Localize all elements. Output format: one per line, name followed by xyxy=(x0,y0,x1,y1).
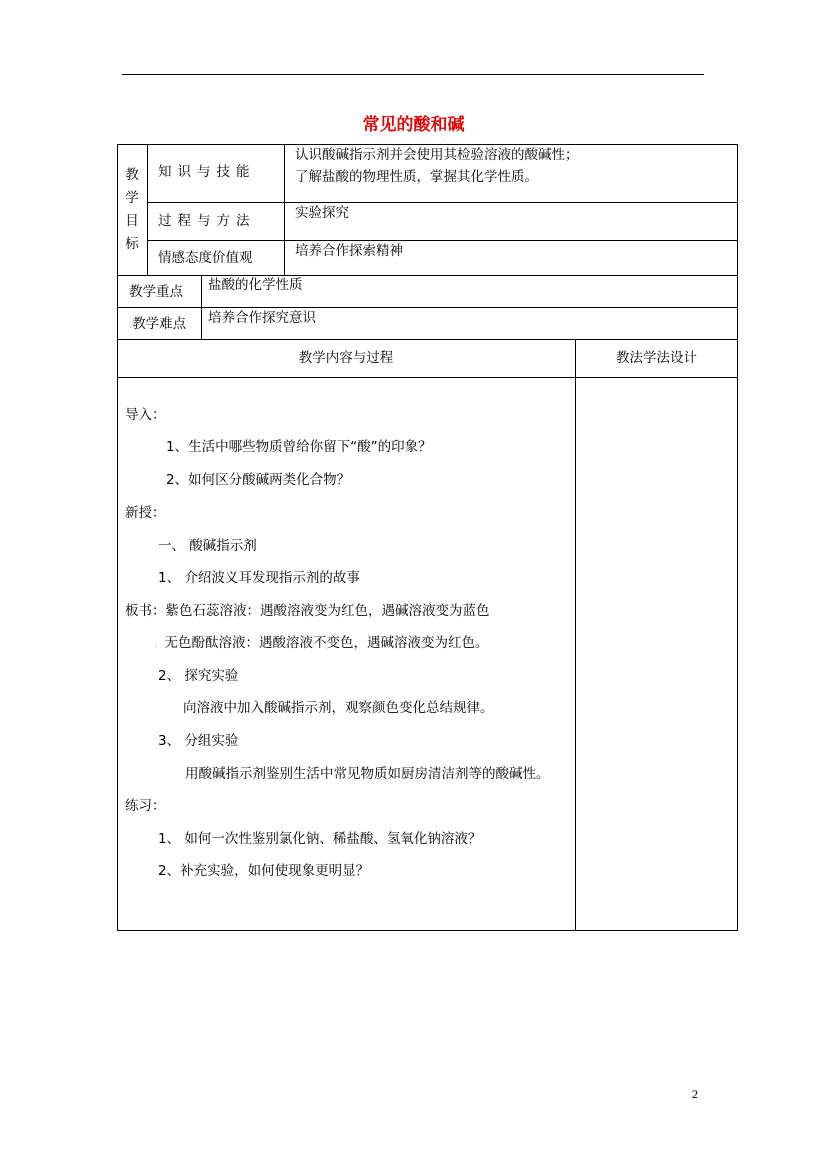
difficulty-label xyxy=(129,312,186,338)
content-line: 2、如何区分酸碱两类化合物？ xyxy=(166,472,351,488)
difficulty-label-text: 教学难点 xyxy=(132,316,187,332)
divider xyxy=(147,202,738,203)
content-line-text: 无色酚酞溶液：遇酸溶液不变色，遇碱溶液变为红色。 xyxy=(164,635,489,651)
content-line: 3、 分组实验 xyxy=(158,733,239,749)
divider xyxy=(147,240,738,241)
process-method-value: 实验探究 xyxy=(295,205,349,221)
divider xyxy=(117,339,738,340)
label-char: 学 xyxy=(125,189,139,206)
text-line: 认识酸碱指示剂并会使用其检验溶液的酸碱性； xyxy=(295,147,579,163)
knowledge-skills-label: 知识与技能 xyxy=(158,164,256,180)
text-line: 了解盐酸的物理性质，掌握其化学性质。 xyxy=(295,169,538,185)
table-border-right xyxy=(737,144,738,931)
key-point-label: 教学重点 xyxy=(129,284,183,300)
content-line: 2、补充实验，如何使现象更明显？ xyxy=(158,863,370,879)
divider xyxy=(117,377,738,378)
content-header: 教学内容与过程 xyxy=(298,350,394,366)
content-line: 新授： xyxy=(125,505,166,521)
content-line: 练习： xyxy=(125,798,166,814)
divider xyxy=(284,144,285,275)
content-line xyxy=(155,633,489,655)
header-rule xyxy=(122,74,704,75)
table-border-bottom xyxy=(117,930,738,931)
bullet-mark: . xyxy=(155,639,165,650)
bullet-mark: . xyxy=(129,320,133,331)
content-line: 用酸碱指示剂鉴别生活中常见物质如厨房清洁剂等的酸碱性。 xyxy=(185,766,550,782)
label-char: 教 xyxy=(125,166,139,183)
difficulty-value: 培养合作探究意识 xyxy=(208,310,316,326)
knowledge-skills-value xyxy=(295,144,579,188)
content-line: 1、 如何一次性鉴别氯化钠、稀盐酸、氢氧化钠溶液？ xyxy=(158,831,482,847)
key-point-value: 盐酸的化学性质 xyxy=(208,277,303,293)
objectives-label xyxy=(117,144,147,275)
divider xyxy=(575,339,576,931)
label-char: 目 xyxy=(125,212,139,229)
method-header: 教法学法设计 xyxy=(616,350,697,366)
process-method-label: 过程与方法 xyxy=(158,213,256,229)
page-number: 2 xyxy=(692,1087,698,1101)
content-line: 板书：紫色石蕊溶液：遇酸溶液变为红色，遇碱溶液变为蓝色 xyxy=(125,603,490,619)
divider xyxy=(147,144,148,275)
content-line: 1、 介绍波义耳发现指示剂的故事 xyxy=(158,570,360,586)
lesson-plan-table xyxy=(117,144,738,931)
attitude-values-value: 培养合作探索精神 xyxy=(295,243,403,259)
label-char: 标 xyxy=(125,235,139,252)
content-line: 一、 酸碱指示剂 xyxy=(158,538,257,554)
content-line: 2、 探究实验 xyxy=(158,668,239,684)
content-line: 向溶液中加入酸碱指示剂，观察颜色变化总结规律。 xyxy=(183,700,494,716)
content-line: 1、生活中哪些物质曾给你留下“酸”的印象？ xyxy=(166,439,432,455)
content-line: 导入： xyxy=(125,407,166,423)
attitude-values-label: 情感态度价值观 xyxy=(158,250,253,266)
document-title: 常见的酸和碱 xyxy=(362,115,465,135)
